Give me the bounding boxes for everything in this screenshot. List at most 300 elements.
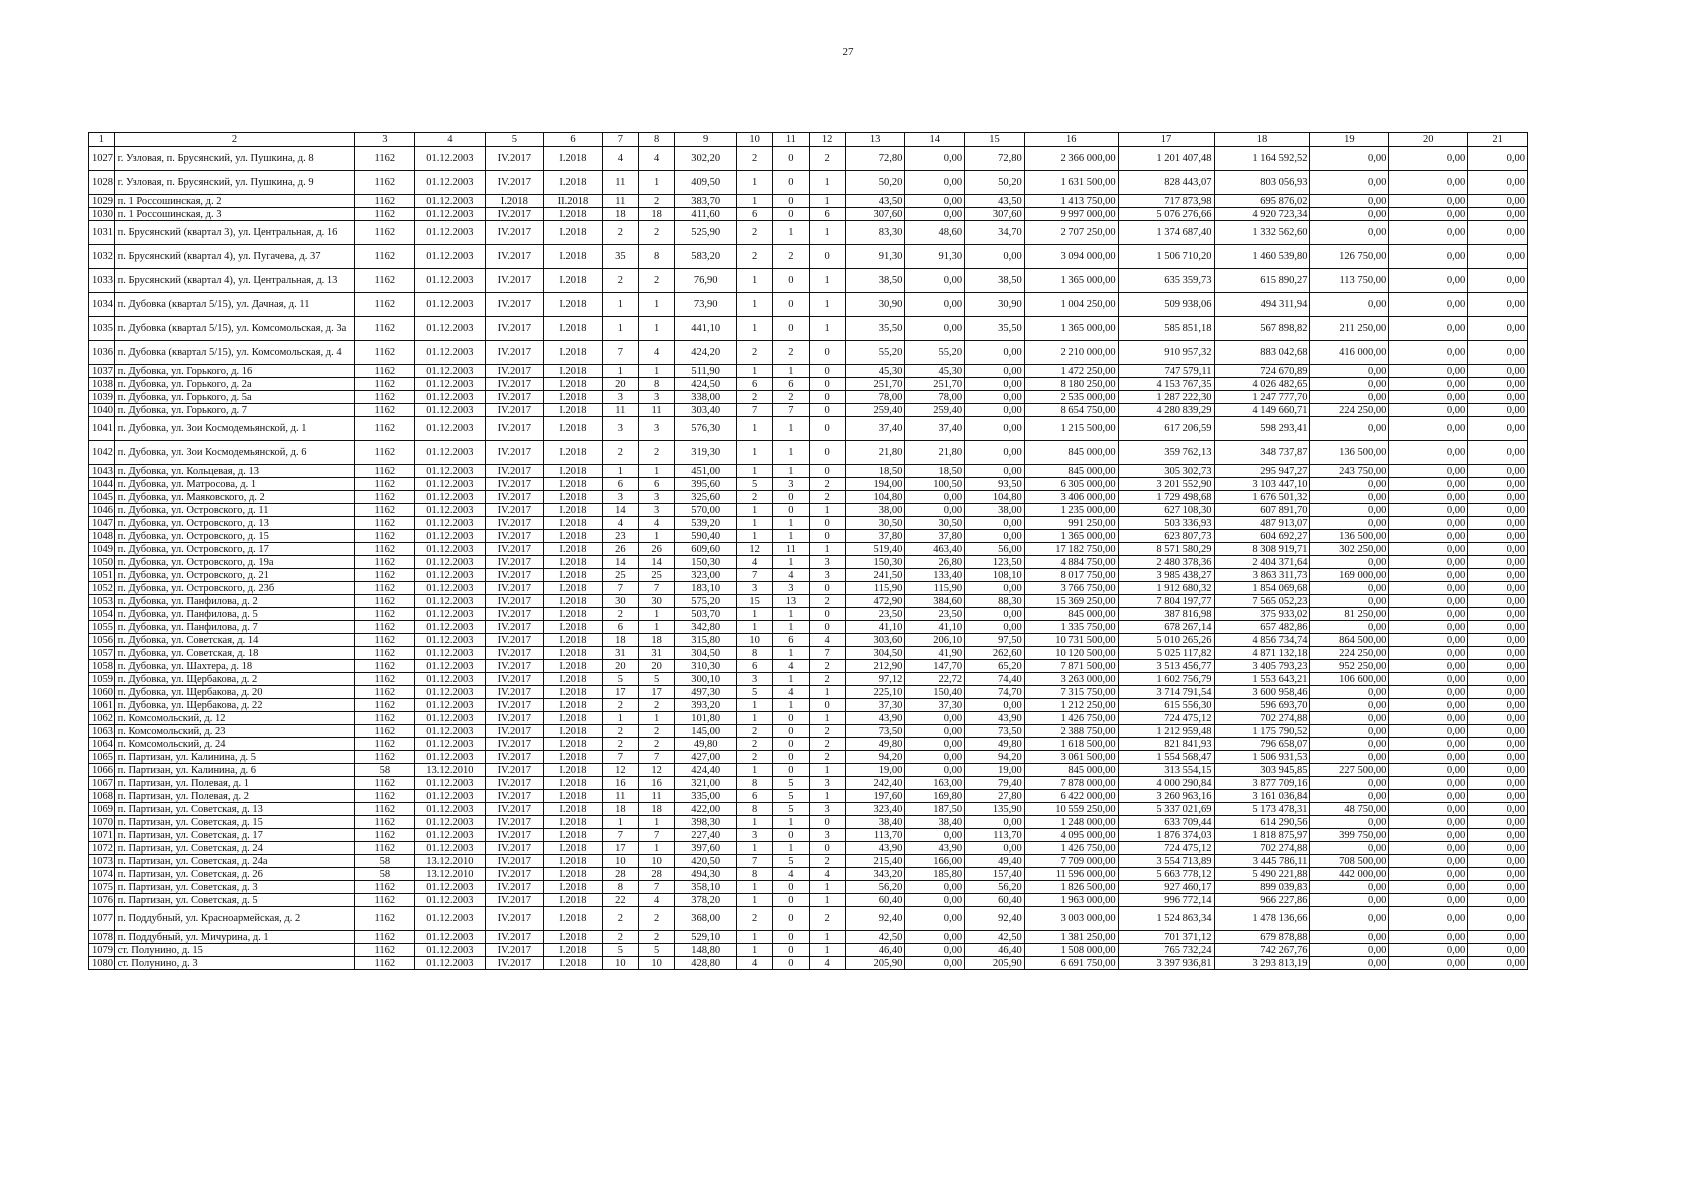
value-cell: 1 xyxy=(737,195,773,208)
value-cell: 2 xyxy=(638,931,674,944)
value-cell: 8 xyxy=(737,647,773,660)
value-cell: 303,40 xyxy=(675,404,737,417)
value-cell: 5 490 221,88 xyxy=(1214,868,1310,881)
value-cell: 0,00 xyxy=(1389,391,1468,404)
value-cell: 0,00 xyxy=(1468,738,1528,751)
value-cell: 1 xyxy=(809,171,845,195)
value-cell: 0 xyxy=(773,881,809,894)
value-cell: 3 513 456,77 xyxy=(1118,660,1214,673)
value-cell: 2 xyxy=(737,738,773,751)
value-cell: I.2018 xyxy=(544,171,603,195)
value-cell: 169,80 xyxy=(905,790,965,803)
value-cell: 765 732,24 xyxy=(1118,944,1214,957)
value-cell: 01.12.2003 xyxy=(415,365,485,378)
value-cell: 4 xyxy=(638,341,674,365)
value-cell: 7 xyxy=(773,404,809,417)
value-cell: 615 890,27 xyxy=(1214,269,1310,293)
value-cell: 0,00 xyxy=(1468,269,1528,293)
value-cell: 0,00 xyxy=(905,751,965,764)
value-cell: 0,00 xyxy=(1468,816,1528,829)
value-cell: 46,40 xyxy=(845,944,905,957)
value-cell: 3 397 936,81 xyxy=(1118,957,1214,970)
value-cell: 1 xyxy=(602,465,638,478)
value-cell: 0,00 xyxy=(1389,907,1468,931)
value-cell: 1162 xyxy=(355,673,415,686)
value-cell: 01.12.2003 xyxy=(415,634,485,647)
value-cell: IV.2017 xyxy=(485,647,544,660)
value-cell: 2 388 750,00 xyxy=(1024,725,1118,738)
value-cell: 2 404 371,64 xyxy=(1214,556,1310,569)
value-cell: 7 xyxy=(638,751,674,764)
value-cell: 18 xyxy=(638,634,674,647)
address-cell: п. Дубовка, ул. Панфилова, д. 2 xyxy=(114,595,355,608)
address-cell: п. Дубовка, ул. Щербакова, д. 22 xyxy=(114,699,355,712)
value-cell: 1162 xyxy=(355,608,415,621)
row-number-cell: 1077 xyxy=(89,907,115,931)
row-number-cell: 1080 xyxy=(89,957,115,970)
row-number-cell: 1072 xyxy=(89,842,115,855)
value-cell: 0,00 xyxy=(905,931,965,944)
value-cell: 1 164 592,52 xyxy=(1214,147,1310,171)
value-cell: 145,00 xyxy=(675,725,737,738)
value-cell: 0,00 xyxy=(1389,317,1468,341)
value-cell: 2 xyxy=(602,608,638,621)
value-cell: 8 180 250,00 xyxy=(1024,378,1118,391)
value-cell: 0,00 xyxy=(1310,147,1389,171)
value-cell: 4 280 839,29 xyxy=(1118,404,1214,417)
value-cell: 0,00 xyxy=(1389,417,1468,441)
value-cell: IV.2017 xyxy=(485,478,544,491)
value-cell: 0,00 xyxy=(965,245,1025,269)
value-cell: I.2018 xyxy=(544,699,603,712)
value-cell: 0,00 xyxy=(965,465,1025,478)
value-cell: 899 039,83 xyxy=(1214,881,1310,894)
value-cell: 3 293 813,19 xyxy=(1214,957,1310,970)
value-cell: 01.12.2003 xyxy=(415,957,485,970)
value-cell: 451,00 xyxy=(675,465,737,478)
value-cell: 7 xyxy=(638,582,674,595)
value-cell: 79,40 xyxy=(965,777,1025,790)
value-cell: 01.12.2003 xyxy=(415,195,485,208)
value-cell: 23,50 xyxy=(905,608,965,621)
value-cell: IV.2017 xyxy=(485,751,544,764)
value-cell: 3 xyxy=(602,491,638,504)
value-cell: 11 xyxy=(602,790,638,803)
value-cell: 4 xyxy=(773,569,809,582)
value-cell: I.2018 xyxy=(544,894,603,907)
value-cell: 1 xyxy=(737,465,773,478)
value-cell: 2 xyxy=(602,269,638,293)
value-cell: 3 714 791,54 xyxy=(1118,686,1214,699)
value-cell: 41,90 xyxy=(905,647,965,660)
value-cell: IV.2017 xyxy=(485,738,544,751)
value-cell: 187,50 xyxy=(905,803,965,816)
value-cell: 2 535 000,00 xyxy=(1024,391,1118,404)
value-cell: 8 xyxy=(737,803,773,816)
value-cell: 212,90 xyxy=(845,660,905,673)
value-cell: 3 003 000,00 xyxy=(1024,907,1118,931)
table-row xyxy=(89,686,1528,699)
value-cell: 0,00 xyxy=(1310,738,1389,751)
table-row xyxy=(89,790,1528,803)
value-cell: 2 xyxy=(602,441,638,465)
value-cell: 01.12.2003 xyxy=(415,147,485,171)
table-row xyxy=(89,725,1528,738)
value-cell: 1162 xyxy=(355,569,415,582)
value-cell: 1162 xyxy=(355,441,415,465)
value-cell: 1162 xyxy=(355,530,415,543)
value-cell: 0 xyxy=(773,957,809,970)
value-cell: 01.12.2003 xyxy=(415,621,485,634)
value-cell: 43,90 xyxy=(965,712,1025,725)
column-header-6: 6 xyxy=(544,133,603,147)
value-cell: I.2018 xyxy=(544,404,603,417)
row-number-cell: 1073 xyxy=(89,855,115,868)
address-cell: п. Дубовка, ул. Горького, д. 16 xyxy=(114,365,355,378)
value-cell: 8 308 919,71 xyxy=(1214,543,1310,556)
value-cell: 0 xyxy=(809,530,845,543)
address-cell: п. Дубовка, ул. Советская, д. 18 xyxy=(114,647,355,660)
value-cell: 37,40 xyxy=(905,417,965,441)
table-row xyxy=(89,404,1528,417)
value-cell: 1 365 000,00 xyxy=(1024,269,1118,293)
row-number-cell: 1052 xyxy=(89,582,115,595)
value-cell: 13.12.2010 xyxy=(415,855,485,868)
value-cell: 1 xyxy=(737,608,773,621)
value-cell: IV.2017 xyxy=(485,517,544,530)
value-cell: 16 xyxy=(638,777,674,790)
value-cell: 0,00 xyxy=(1468,829,1528,842)
value-cell: 38,50 xyxy=(965,269,1025,293)
address-cell: п. Дубовка, ул. Шахтера, д. 18 xyxy=(114,660,355,673)
value-cell: 7 709 000,00 xyxy=(1024,855,1118,868)
address-cell: п. Дубовка, ул. Щербакова, д. 20 xyxy=(114,686,355,699)
value-cell: 0,00 xyxy=(1468,543,1528,556)
value-cell: 304,50 xyxy=(845,647,905,660)
value-cell: 13.12.2010 xyxy=(415,764,485,777)
value-cell: 113 750,00 xyxy=(1310,269,1389,293)
value-cell: 5 025 117,82 xyxy=(1118,647,1214,660)
value-cell: 0,00 xyxy=(1389,894,1468,907)
row-number-cell: 1060 xyxy=(89,686,115,699)
value-cell: 1162 xyxy=(355,491,415,504)
row-number-cell: 1071 xyxy=(89,829,115,842)
value-cell: 0,00 xyxy=(1310,208,1389,221)
value-cell: 1162 xyxy=(355,517,415,530)
value-cell: 7 xyxy=(602,751,638,764)
value-cell: 49,80 xyxy=(845,738,905,751)
value-cell: IV.2017 xyxy=(485,855,544,868)
table-row xyxy=(89,556,1528,569)
value-cell: 1 xyxy=(809,764,845,777)
value-cell: 338,00 xyxy=(675,391,737,404)
value-cell: 42,50 xyxy=(965,931,1025,944)
value-cell: 0,00 xyxy=(1468,391,1528,404)
value-cell: 2 xyxy=(809,478,845,491)
address-cell: п. Дубовка, ул. Островского, д. 15 xyxy=(114,530,355,543)
value-cell: 1 676 501,32 xyxy=(1214,491,1310,504)
value-cell: 1 xyxy=(773,816,809,829)
table-row xyxy=(89,944,1528,957)
value-cell: I.2018 xyxy=(544,881,603,894)
value-cell: 147,70 xyxy=(905,660,965,673)
value-cell: 1 xyxy=(638,317,674,341)
column-header-4: 4 xyxy=(415,133,485,147)
value-cell: 1 854 069,68 xyxy=(1214,582,1310,595)
value-cell: 1162 xyxy=(355,803,415,816)
row-number-cell: 1045 xyxy=(89,491,115,504)
value-cell: 108,10 xyxy=(965,569,1025,582)
table-row xyxy=(89,491,1528,504)
value-cell: 2 xyxy=(737,491,773,504)
value-cell: IV.2017 xyxy=(485,417,544,441)
value-cell: 6 xyxy=(773,634,809,647)
value-cell: 1162 xyxy=(355,404,415,417)
value-cell: 0,00 xyxy=(1389,751,1468,764)
row-number-cell: 1065 xyxy=(89,751,115,764)
address-cell: п. Партизан, ул. Советская, д. 24а xyxy=(114,855,355,868)
value-cell: 0,00 xyxy=(1310,881,1389,894)
table-row xyxy=(89,293,1528,317)
column-number-header-row xyxy=(89,133,1528,147)
value-cell: 0 xyxy=(809,465,845,478)
value-cell: 1 248 000,00 xyxy=(1024,816,1118,829)
value-cell: 1 xyxy=(809,504,845,517)
value-cell: 49,40 xyxy=(965,855,1025,868)
value-cell: 1 460 539,80 xyxy=(1214,245,1310,269)
value-cell: 3 103 447,10 xyxy=(1214,478,1310,491)
value-cell: 97,12 xyxy=(845,673,905,686)
value-cell: 0,00 xyxy=(1468,317,1528,341)
table-row xyxy=(89,208,1528,221)
value-cell: IV.2017 xyxy=(485,764,544,777)
value-cell: 0,00 xyxy=(1310,378,1389,391)
value-cell: 393,20 xyxy=(675,699,737,712)
value-cell: 0,00 xyxy=(1310,391,1389,404)
value-cell: I.2018 xyxy=(544,647,603,660)
value-cell: 5 173 478,31 xyxy=(1214,803,1310,816)
column-header-1: 1 xyxy=(89,133,115,147)
value-cell: I.2018 xyxy=(544,269,603,293)
value-cell: 17 xyxy=(602,686,638,699)
address-cell: г. Узловая, п. Брусянский, ул. Пушкина, д. 9 xyxy=(114,171,355,195)
value-cell: 2 xyxy=(809,725,845,738)
value-cell: 45,30 xyxy=(845,365,905,378)
value-cell: 4 xyxy=(809,868,845,881)
value-cell: 101,80 xyxy=(675,712,737,725)
value-cell: I.2018 xyxy=(544,221,603,245)
value-cell: 1 xyxy=(737,517,773,530)
value-cell: 4 xyxy=(773,686,809,699)
value-cell: 1162 xyxy=(355,621,415,634)
value-cell: 1162 xyxy=(355,634,415,647)
value-cell: 0,00 xyxy=(1468,378,1528,391)
value-cell: 0,00 xyxy=(1468,556,1528,569)
row-number-cell: 1039 xyxy=(89,391,115,404)
value-cell: 996 772,14 xyxy=(1118,894,1214,907)
value-cell: 1162 xyxy=(355,829,415,842)
value-cell: 519,40 xyxy=(845,543,905,556)
value-cell: IV.2017 xyxy=(485,931,544,944)
value-cell: 0,00 xyxy=(1389,208,1468,221)
value-cell: I.2018 xyxy=(544,855,603,868)
value-cell: 0,00 xyxy=(905,269,965,293)
value-cell: 575,20 xyxy=(675,595,737,608)
value-cell: 3 xyxy=(809,569,845,582)
value-cell: 72,80 xyxy=(845,147,905,171)
value-cell: 525,90 xyxy=(675,221,737,245)
value-cell: 883 042,68 xyxy=(1214,341,1310,365)
value-cell: 50,20 xyxy=(965,171,1025,195)
value-cell: 0,00 xyxy=(1389,634,1468,647)
value-cell: 251,70 xyxy=(845,378,905,391)
value-cell: 1 xyxy=(773,842,809,855)
value-cell: 01.12.2003 xyxy=(415,543,485,556)
value-cell: 0,00 xyxy=(1468,417,1528,441)
value-cell: 1 602 756,79 xyxy=(1118,673,1214,686)
value-cell: 01.12.2003 xyxy=(415,293,485,317)
value-cell: 6 xyxy=(737,378,773,391)
value-cell: 0,00 xyxy=(1389,957,1468,970)
value-cell: 5 xyxy=(773,803,809,816)
value-cell: 136 500,00 xyxy=(1310,530,1389,543)
value-cell: 0,00 xyxy=(1310,931,1389,944)
value-cell: 0,00 xyxy=(1389,881,1468,894)
address-cell: г. Узловая, п. Брусянский, ул. Пушкина, д. 8 xyxy=(114,147,355,171)
value-cell: 5 xyxy=(773,855,809,868)
row-number-cell: 1069 xyxy=(89,803,115,816)
value-cell: 01.12.2003 xyxy=(415,221,485,245)
value-cell: 0,00 xyxy=(1389,621,1468,634)
value-cell: 1 413 750,00 xyxy=(1024,195,1118,208)
value-cell: 37,80 xyxy=(845,530,905,543)
value-cell: 3 061 500,00 xyxy=(1024,751,1118,764)
value-cell: 251,70 xyxy=(905,378,965,391)
value-cell: 0,00 xyxy=(1310,712,1389,725)
value-cell: 1162 xyxy=(355,317,415,341)
address-cell: п. Комсомольский, д. 24 xyxy=(114,738,355,751)
value-cell: 0,00 xyxy=(965,341,1025,365)
value-cell: 424,20 xyxy=(675,341,737,365)
value-cell: 2 xyxy=(602,931,638,944)
value-cell: 1 478 136,66 xyxy=(1214,907,1310,931)
column-header-10: 10 xyxy=(737,133,773,147)
value-cell: 0,00 xyxy=(1389,686,1468,699)
value-cell: 0,00 xyxy=(905,738,965,751)
value-cell: 3 263 000,00 xyxy=(1024,673,1118,686)
value-cell: 1 xyxy=(773,647,809,660)
value-cell: 2 xyxy=(809,855,845,868)
value-cell: 43,50 xyxy=(965,195,1025,208)
value-cell: 5 xyxy=(638,673,674,686)
value-cell: 01.12.2003 xyxy=(415,777,485,790)
value-cell: 0 xyxy=(773,944,809,957)
value-cell: 1 xyxy=(737,504,773,517)
table-row xyxy=(89,147,1528,171)
value-cell: 0,00 xyxy=(1389,673,1468,686)
value-cell: IV.2017 xyxy=(485,504,544,517)
value-cell: 4 026 482,65 xyxy=(1214,378,1310,391)
value-cell: 0,00 xyxy=(1468,790,1528,803)
value-cell: 1 xyxy=(602,816,638,829)
value-cell: 0,00 xyxy=(965,404,1025,417)
value-cell: 1162 xyxy=(355,957,415,970)
value-cell: 0 xyxy=(773,491,809,504)
value-cell: 1 xyxy=(737,881,773,894)
value-cell: 2 xyxy=(638,738,674,751)
address-cell: п. Дубовка, ул. Горького, д. 7 xyxy=(114,404,355,417)
address-cell: п. Партизан, ул. Советская, д. 5 xyxy=(114,894,355,907)
value-cell: IV.2017 xyxy=(485,673,544,686)
value-cell: 0,00 xyxy=(1389,530,1468,543)
value-cell: 0,00 xyxy=(1468,777,1528,790)
value-cell: 1 426 750,00 xyxy=(1024,842,1118,855)
value-cell: 01.12.2003 xyxy=(415,725,485,738)
value-cell: 259,40 xyxy=(845,404,905,417)
value-cell: 2 xyxy=(773,341,809,365)
value-cell: 15 369 250,00 xyxy=(1024,595,1118,608)
value-cell: 76,90 xyxy=(675,269,737,293)
value-cell: 14 xyxy=(602,504,638,517)
value-cell: 1 631 500,00 xyxy=(1024,171,1118,195)
value-cell: 0,00 xyxy=(1310,907,1389,931)
value-cell: 1 xyxy=(773,673,809,686)
value-cell: I.2018 xyxy=(544,341,603,365)
address-cell: п. Дубовка, ул. Зои Космодемьянской, д. 6 xyxy=(114,441,355,465)
value-cell: 94,20 xyxy=(965,751,1025,764)
value-cell: 21,80 xyxy=(905,441,965,465)
value-cell: 991 250,00 xyxy=(1024,517,1118,530)
table-row xyxy=(89,907,1528,931)
value-cell: 695 876,02 xyxy=(1214,195,1310,208)
value-cell: 126 750,00 xyxy=(1310,245,1389,269)
value-cell: 4 095 000,00 xyxy=(1024,829,1118,842)
value-cell: 0,00 xyxy=(1468,147,1528,171)
value-cell: 428,80 xyxy=(675,957,737,970)
value-cell: 56,20 xyxy=(845,881,905,894)
value-cell: 1 xyxy=(638,712,674,725)
value-cell: 01.12.2003 xyxy=(415,944,485,957)
address-cell: п. Поддубный, ул. Красноармейская, д. 2 xyxy=(114,907,355,931)
value-cell: 2 xyxy=(638,725,674,738)
value-cell: 1 xyxy=(638,465,674,478)
value-cell: 1 xyxy=(809,686,845,699)
value-cell: 1 xyxy=(638,365,674,378)
value-cell: 0,00 xyxy=(1310,221,1389,245)
value-cell: I.2018 xyxy=(485,195,544,208)
value-cell: 0,00 xyxy=(1389,245,1468,269)
value-cell: 2 480 378,36 xyxy=(1118,556,1214,569)
value-cell: 494 311,94 xyxy=(1214,293,1310,317)
value-cell: I.2018 xyxy=(544,868,603,881)
value-cell: 01.12.2003 xyxy=(415,171,485,195)
value-cell: 01.12.2003 xyxy=(415,894,485,907)
column-header-21: 21 xyxy=(1468,133,1528,147)
value-cell: 0,00 xyxy=(905,712,965,725)
value-cell: 409,50 xyxy=(675,171,737,195)
table-row xyxy=(89,608,1528,621)
value-cell: 65,20 xyxy=(965,660,1025,673)
table-row xyxy=(89,582,1528,595)
value-cell: 1162 xyxy=(355,147,415,171)
value-cell: 20 xyxy=(602,378,638,391)
value-cell: I.2018 xyxy=(544,478,603,491)
row-number-cell: 1066 xyxy=(89,764,115,777)
value-cell: 37,30 xyxy=(845,699,905,712)
value-cell: IV.2017 xyxy=(485,894,544,907)
value-cell: 0,00 xyxy=(965,417,1025,441)
value-cell: 1 xyxy=(737,417,773,441)
